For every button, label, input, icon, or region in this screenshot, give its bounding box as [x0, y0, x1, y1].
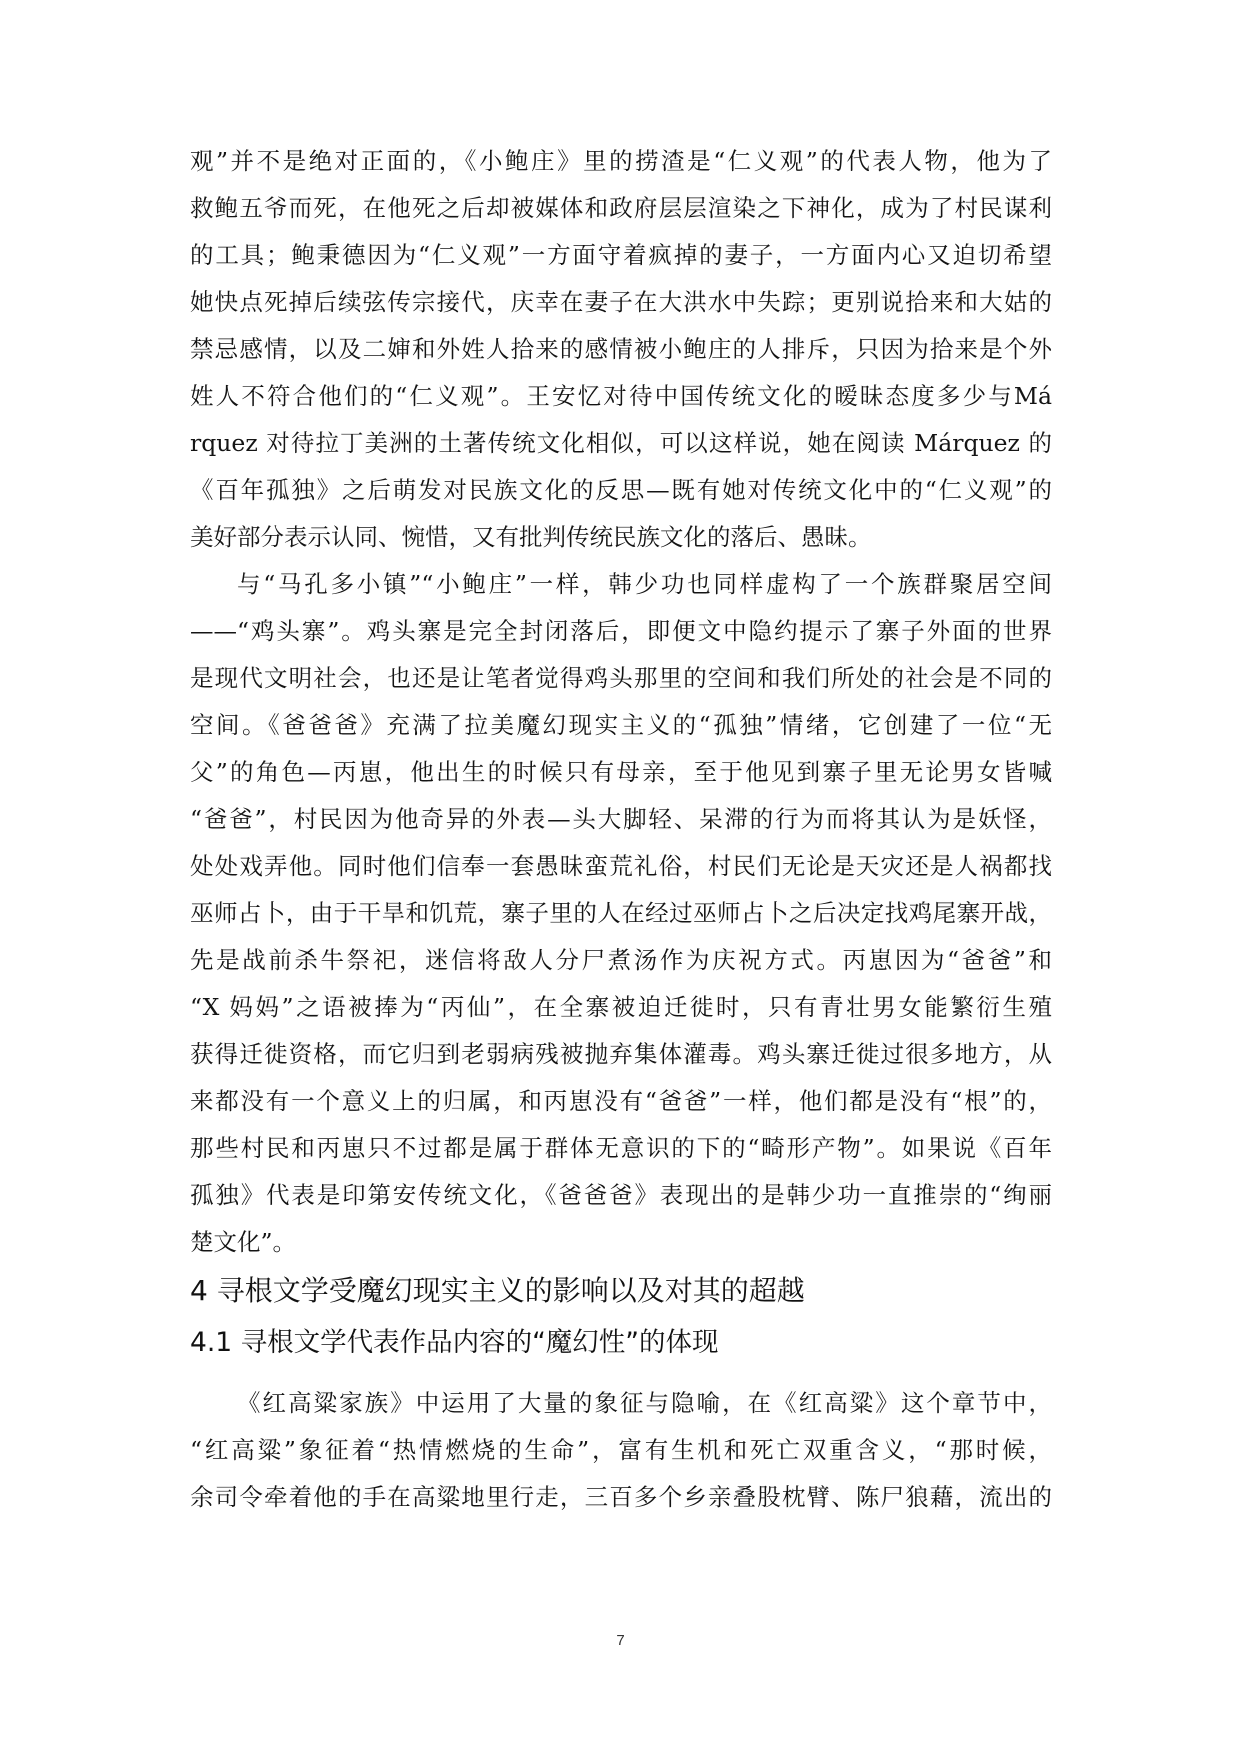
body-text-line: 救鲍五爷而死，在他死之后却被媒体和政府层层渲染之下神化，成为了村民谋利 — [190, 194, 1052, 222]
body-text-line: 获得迁徙资格，而它归到老弱病残被抛弃集体灌毒。鸡头寨迁徙过很多地方，从 — [190, 1040, 1052, 1068]
body-text-line: 来都没有一个意义上的归属，和丙崽没有“爸爸”一样，他们都是没有“根”的， — [190, 1087, 1052, 1115]
body-text-line: 美好部分表示认同、惋惜，又有批判传统民族文化的落后、愚昧。 — [190, 523, 872, 551]
body-text-line: 的工具；鲍秉德因为“仁义观”一方面守着疯掉的妻子，一方面内心又迫切希望 — [190, 241, 1052, 269]
body-text-line: 空间。《爸爸爸》充满了拉美魔幻现实主义的“孤独”情绪，它创建了一位“无 — [190, 711, 1052, 739]
body-text-line: 余司令牵着他的手在高粱地里行走，三百多个乡亲叠股枕臂、陈尸狼藉，流出的 — [190, 1483, 1052, 1511]
body-text-line: 《百年孤独》之后萌发对民族文化的反思—既有她对传统文化中的“仁义观”的 — [190, 476, 1052, 504]
body-text-line: 处处戏弄他。同时他们信奉一套愚昧蛮荒礼俗，村民们无论是天灾还是人祸都找 — [190, 852, 1052, 880]
body-text-line: 巫师占卜，由于干旱和饥荒，寨子里的人在经过巫师占卜之后决定找鸡尾寨开战， — [190, 899, 1052, 927]
subsection-heading: 4.1 寻根文学代表作品内容的“魔幻性”的体现 — [190, 1327, 719, 1358]
body-text-line-indented: 《红高粱家族》中运用了大量的象征与隐喻，在《红高粱》这个章节中， — [237, 1389, 1052, 1417]
body-text-line: 观”并不是绝对正面的，《小鲍庄》里的捞渣是“仁义观”的代表人物，他为了 — [190, 147, 1052, 175]
body-text-line: 先是战前杀牛祭祀，迷信将敌人分尸煮汤作为庆祝方式。丙崽因为“爸爸”和 — [190, 946, 1052, 974]
body-text-line: 楚文化”。 — [190, 1228, 297, 1256]
section-heading: 4 寻根文学受魔幻现实主义的影响以及对其的超越 — [190, 1274, 805, 1307]
page-number: 7 — [616, 1632, 625, 1649]
body-text-line: ——“鸡头寨”。鸡头寨是完全封闭落后，即便文中隐约提示了寨子外面的世界 — [190, 617, 1052, 645]
body-text-line: 禁忌感情，以及二婶和外姓人拾来的感情被小鲍庄的人排斥，只因为拾来是个外 — [190, 335, 1052, 363]
body-text-line: “红高粱”象征着“热情燃烧的生命”，富有生机和死亡双重含义，“那时候， — [190, 1436, 1052, 1464]
body-text-line: 父”的角色—丙崽，他出生的时候只有母亲，至于他见到寨子里无论男女皆喊 — [190, 758, 1052, 786]
body-text-line: 那些村民和丙崽只不过都是属于群体无意识的下的“畸形产物”。如果说《百年 — [190, 1134, 1052, 1162]
body-text-line: 是现代文明社会，也还是让笔者觉得鸡头那里的空间和我们所处的社会是不同的 — [190, 664, 1052, 692]
body-text-line: 她快点死掉后续弦传宗接代，庆幸在妻子在大洪水中失踪；更别说拾来和大姑的 — [190, 288, 1052, 316]
body-text-line: “X 妈妈”之语被捧为“丙仙”，在全寨被迫迁徙时，只有青壮男女能繁衍生殖 — [190, 993, 1052, 1021]
body-text-line: 姓人不符合他们的“仁义观”。王安忆对待中国传统文化的暧昧态度多少与Má — [190, 382, 1052, 410]
body-text-line: 孤独》代表是印第安传统文化，《爸爸爸》表现出的是韩少功一直推崇的“绚丽 — [190, 1181, 1052, 1209]
body-text-line: “爸爸”，村民因为他奇异的外表—头大脚轻、呆滞的行为而将其认为是妖怪， — [190, 805, 1052, 833]
body-text-line-indented: 与“马孔多小镇”“小鲍庄”一样，韩少功也同样虚构了一个族群聚居空间 — [237, 570, 1052, 598]
body-text-line: rquez 对待拉丁美洲的土著传统文化相似，可以这样说，她在阅读 Márquez 的 — [190, 429, 1052, 457]
